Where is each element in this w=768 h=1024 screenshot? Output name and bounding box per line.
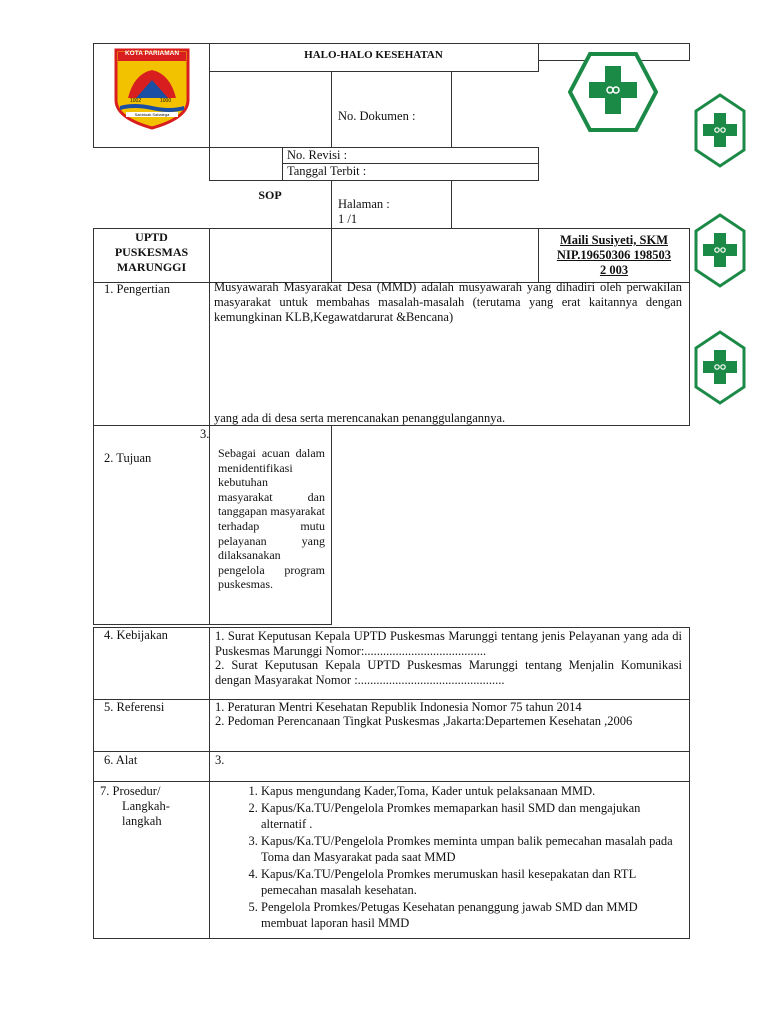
logo-bottom-line <box>93 147 210 148</box>
kebijakan-label: 4. Kebijakan <box>104 628 168 642</box>
title-bottom-line <box>209 71 538 72</box>
halaman-label: Halaman : <box>338 197 390 211</box>
referensi-mid-line <box>209 699 210 752</box>
alat-bottom-line <box>93 781 690 782</box>
revisi-bottom-line <box>209 180 538 181</box>
pengertian-left-line <box>93 282 94 426</box>
prosedur-step-list <box>213 783 685 931</box>
halaman-left-line <box>331 180 332 228</box>
prosedur-bottom-line <box>93 938 690 939</box>
unit-line-3: MARUNGGI <box>116 260 187 274</box>
signer-block <box>539 233 689 278</box>
uptd-mid2-line <box>331 228 332 283</box>
prosedur-label <box>100 784 208 829</box>
alat-label: 6. Alat <box>104 753 138 767</box>
signer-nip-1: NIP.19650306 198503 <box>556 248 672 262</box>
halaman-right-line <box>451 180 452 228</box>
tanggal-terbit-label: Tanggal Terbit : <box>287 164 367 178</box>
alat-right-line <box>689 751 690 782</box>
prosedur-left-line <box>93 781 94 939</box>
uptd-mid1-line <box>209 228 210 283</box>
header-top-line <box>93 43 690 44</box>
unit-line-2: PUSKESMAS <box>114 245 189 259</box>
tujuan-label: 2. Tujuan <box>104 451 152 465</box>
pengertian-text-end: yang ada di desa serta merencanakan penanggulangannya. <box>214 411 506 425</box>
alat-mid-line <box>209 751 210 782</box>
unit-line-1: UPTD <box>135 230 168 244</box>
referensi-label: 5. Referensi <box>104 700 165 714</box>
referensi-left-line <box>93 699 94 752</box>
logo-text: KOTA PARIAMAN <box>124 50 180 57</box>
pengertian-label: 1. Pengertian <box>104 282 170 296</box>
prosedur-step: 3. Kapus/Ka.TU/Pengelola Promkes meminta umpan balik pemecahan masalah pada Toma dan Masyarakat pada saat MMD <box>261 833 685 865</box>
pengertian-right-line <box>689 282 690 426</box>
referensi-item-2: 2. Pedoman Perencanaan Tingkat Puskesmas ,Jakarta:Departemen Kesehatan ,2006 <box>215 714 633 728</box>
halaman-value: 1 /1 <box>338 212 358 226</box>
prosedur-right-line <box>689 781 690 939</box>
prosedur-mid-line <box>209 781 210 939</box>
pengertian-text: Musyawarah Masyarakat Desa (MMD) adalah musyawarah yang dihadiri oleh perwakilan masyarakat untuk membahas masalah-masalah (terutama yang erat kaitannya dengan kemungkinan KLB,Kegawatdarurat &Bencana) <box>214 280 682 324</box>
unit-name <box>94 230 209 275</box>
tujuan-right-line <box>331 425 332 625</box>
sop-label: SOP <box>258 188 282 202</box>
city-logo <box>114 48 190 130</box>
kebijakan-right-line <box>689 627 690 700</box>
revisi-top-line <box>209 147 538 148</box>
prosedur-label-2: Langkah- <box>122 799 170 813</box>
kebijakan-item-2: 2. Surat Keputusan Kepala UPTD Puskesmas Marunggi tentang Menjalin Komunikasi dengan Masyarakat Nomor :............................................... <box>215 658 682 687</box>
puskesmas-cross-icon-small-3 <box>694 330 746 405</box>
kebijakan-left-line <box>93 627 94 700</box>
revisi-left-line <box>282 147 283 181</box>
puskesmas-cross-icon <box>568 52 658 132</box>
uptd-top-line <box>93 228 690 229</box>
signer-name: Maili Susiyeti, SKM <box>560 233 668 247</box>
prosedur-step: 1. Kapus mengundang Kader,Toma, Kader untuk pelaksanaan MMD. <box>261 783 685 799</box>
referensi-bottom-line <box>93 751 690 752</box>
uptd-right-line <box>689 228 690 283</box>
kebijakan-item-1: 1. Surat Keputusan Kepala UPTD Puskesmas Marunggi tentang jenis Pelayanan yang ada di Puskesmas Marunggi Nomor:....................................... <box>215 629 682 658</box>
kebijakan-top-line <box>93 627 690 628</box>
tujuan-marker: 3. <box>200 427 210 441</box>
revisi-right-line <box>538 147 539 181</box>
signer-nip-2: 2 003 <box>599 263 629 277</box>
pengertian-mid-line <box>209 282 210 426</box>
tujuan-bottom-line <box>93 624 332 625</box>
docno-left-line <box>331 71 332 148</box>
puskesmas-cross-icon-small-2 <box>694 213 746 288</box>
header-left-border <box>93 43 94 148</box>
kebijakan-mid-line <box>209 627 210 700</box>
prosedur-step: 4. Kapus/Ka.TU/Pengelola Promkes merumuskan hasil kesepakatan dan RTL pemecahan masalah kesehatan. <box>261 866 685 898</box>
puskesmas-cross-icon-small-1 <box>694 93 746 168</box>
docno-right-line <box>451 71 452 148</box>
alat-value: 3. <box>215 753 225 767</box>
prosedur-label-3: langkah <box>122 814 162 828</box>
no-dokumen-label: No. Dokumen : <box>338 109 416 123</box>
header-right-border <box>689 43 690 61</box>
prosedur-steps <box>213 783 685 932</box>
logo-year-left: 1002 <box>130 98 142 104</box>
logo-motto: Sabiduak Sabalega <box>134 112 170 117</box>
no-revisi-label: No. Revisi : <box>287 148 348 162</box>
tujuan-mid-line <box>209 425 210 625</box>
tujuan-left-line <box>93 425 94 625</box>
alat-left-line <box>93 751 94 782</box>
prosedur-step: 5. Pengelola Promkes/Petugas Kesehatan penanggung jawab SMD dan MMD membuat laporan hasil MMD <box>261 899 685 931</box>
tujuan-text: Sebagai acuan dalam menidentifikasi kebutuhan masyarakat dan tanggapan masyarakat terhadap mutu pelayanan yang dilaksanakan pengelola program puskesmas. <box>218 446 325 592</box>
logo-right-line <box>209 43 210 181</box>
document-title: HALO-HALO KESEHATAN <box>304 49 443 61</box>
referensi-item-1: 1. Peraturan Mentri Kesehatan Republik Indonesia Nomor 75 tahun 2014 <box>215 700 582 714</box>
referensi-right-line <box>689 699 690 752</box>
title-right-line <box>538 43 539 72</box>
logo-year-right: 1000 <box>160 98 172 104</box>
prosedur-step: 2. Kapus/Ka.TU/Pengelola Promkes memaparkan hasil SMD dan mengajukan alternatif . <box>261 800 685 832</box>
prosedur-label-1: 7. Prosedur/ <box>100 784 161 798</box>
